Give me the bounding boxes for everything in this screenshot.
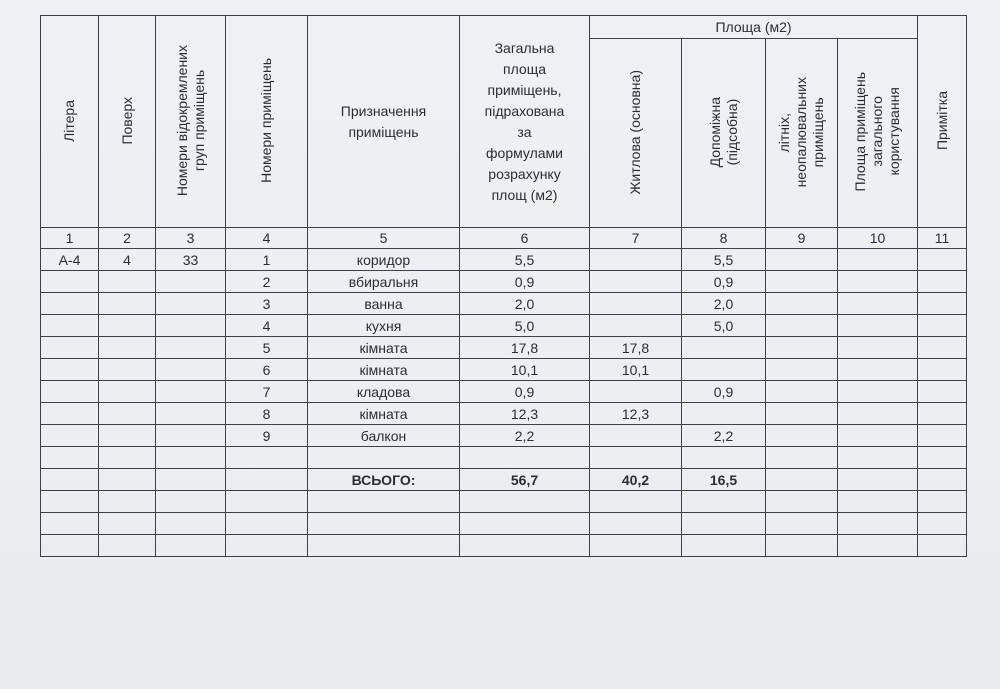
header-purpose: Призначення приміщень (308, 16, 460, 228)
cell-total-area (460, 447, 590, 469)
cell-note (918, 359, 967, 381)
col-num: 6 (460, 228, 590, 249)
cell-group (156, 293, 226, 315)
cell-living-area (590, 249, 682, 271)
header-common: Площа приміщень загального користування (838, 39, 918, 228)
cell-litera (41, 491, 99, 513)
cell-purpose (308, 491, 460, 513)
header-area-group: Площа (м2) (590, 16, 918, 39)
cell-room-number: 1 (226, 249, 308, 271)
table-row (41, 293, 967, 315)
cell-group (156, 513, 226, 535)
cell-poverkh (99, 425, 156, 447)
cell-common-area (838, 381, 918, 403)
cell-common-area (838, 535, 918, 557)
cell-note (918, 425, 967, 447)
cell-total-area: 0,9 (460, 381, 590, 403)
cell-common-area (838, 447, 918, 469)
cell-litera (41, 535, 99, 557)
cell-room-number: 4 (226, 315, 308, 337)
cell-purpose (308, 535, 460, 557)
cell-note (918, 469, 967, 491)
cell-living-area (590, 535, 682, 557)
cell-summer-area (766, 469, 838, 491)
col-num: 2 (99, 228, 156, 249)
cell-poverkh (99, 359, 156, 381)
cell-poverkh (99, 315, 156, 337)
cell-room-number: 6 (226, 359, 308, 381)
col-num: 3 (156, 228, 226, 249)
cell-room-number (226, 491, 308, 513)
cell-purpose: ванна (308, 293, 460, 315)
cell-group: 33 (156, 249, 226, 271)
header-rooms: Номери приміщень (226, 16, 308, 228)
cell-summer-area (766, 315, 838, 337)
cell-common-area (838, 359, 918, 381)
header-note: Примітка (918, 16, 967, 228)
header-poverkh: Поверх (99, 16, 156, 228)
cell-common-area (838, 425, 918, 447)
cell-living-area: 12,3 (590, 403, 682, 425)
header-total-area: Загальна площа приміщень, підрахована за формулами розрахунку площ (м2) (460, 16, 590, 228)
table-row (41, 469, 967, 491)
cell-summer-area (766, 249, 838, 271)
cell-common-area (838, 315, 918, 337)
cell-living-area: 10,1 (590, 359, 682, 381)
cell-note (918, 337, 967, 359)
cell-summer-area (766, 381, 838, 403)
cell-living-area (590, 271, 682, 293)
column-number-row (41, 228, 967, 249)
table-row (41, 403, 967, 425)
cell-auxiliary-area (682, 491, 766, 513)
cell-room-number: 5 (226, 337, 308, 359)
cell-purpose: вбиральня (308, 271, 460, 293)
cell-group (156, 315, 226, 337)
cell-summer-area (766, 293, 838, 315)
cell-room-number (226, 513, 308, 535)
cell-summer-area (766, 447, 838, 469)
cell-auxiliary-area (682, 513, 766, 535)
cell-room-number: 3 (226, 293, 308, 315)
cell-common-area (838, 403, 918, 425)
col-num: 10 (838, 228, 918, 249)
table-row (41, 337, 967, 359)
cell-living-area (590, 425, 682, 447)
col-num: 4 (226, 228, 308, 249)
cell-poverkh (99, 381, 156, 403)
cell-summer-area (766, 535, 838, 557)
cell-auxiliary-area: 2,0 (682, 293, 766, 315)
cell-auxiliary-area: 2,2 (682, 425, 766, 447)
cell-purpose: кімната (308, 359, 460, 381)
cell-summer-area (766, 491, 838, 513)
table-row (41, 491, 967, 513)
cell-note (918, 491, 967, 513)
cell-common-area (838, 271, 918, 293)
cell-group (156, 403, 226, 425)
col-num: 8 (682, 228, 766, 249)
table-row (41, 535, 967, 557)
cell-note (918, 249, 967, 271)
cell-living-area (590, 513, 682, 535)
cell-group (156, 535, 226, 557)
table-row (41, 447, 967, 469)
cell-poverkh (99, 293, 156, 315)
col-num: 1 (41, 228, 99, 249)
cell-purpose: кладова (308, 381, 460, 403)
header-summer: літніх, неопалювальних приміщень (766, 39, 838, 228)
cell-poverkh (99, 491, 156, 513)
cell-living-area (590, 447, 682, 469)
cell-summer-area (766, 359, 838, 381)
cell-group (156, 469, 226, 491)
col-num: 5 (308, 228, 460, 249)
cell-room-number: 2 (226, 271, 308, 293)
cell-purpose (308, 513, 460, 535)
cell-poverkh (99, 403, 156, 425)
cell-note (918, 447, 967, 469)
col-num: 11 (918, 228, 967, 249)
cell-common-area (838, 293, 918, 315)
header-litera: Літера (41, 16, 99, 228)
cell-auxiliary-area: 5,0 (682, 315, 766, 337)
cell-total-area: 10,1 (460, 359, 590, 381)
cell-room-number: 9 (226, 425, 308, 447)
cell-litera: А-4 (41, 249, 99, 271)
cell-living-area (590, 315, 682, 337)
cell-litera (41, 359, 99, 381)
cell-summer-area (766, 403, 838, 425)
cell-living-area (590, 491, 682, 513)
cell-note (918, 403, 967, 425)
cell-group (156, 491, 226, 513)
cell-litera (41, 513, 99, 535)
cell-auxiliary-area (682, 447, 766, 469)
cell-group (156, 271, 226, 293)
cell-poverkh: 4 (99, 249, 156, 271)
table-row (41, 249, 967, 271)
table-row (41, 381, 967, 403)
header-living: Житлова (основна) (590, 39, 682, 228)
cell-litera (41, 315, 99, 337)
cell-auxiliary-area (682, 359, 766, 381)
cell-litera (41, 293, 99, 315)
cell-note (918, 293, 967, 315)
cell-purpose: кухня (308, 315, 460, 337)
cell-total-area: 17,8 (460, 337, 590, 359)
cell-litera (41, 337, 99, 359)
cell-note (918, 381, 967, 403)
cell-auxiliary-area: 16,5 (682, 469, 766, 491)
cell-summer-area (766, 425, 838, 447)
cell-group (156, 447, 226, 469)
cell-poverkh (99, 513, 156, 535)
cell-total-area (460, 535, 590, 557)
table-row (41, 425, 967, 447)
cell-living-area: 17,8 (590, 337, 682, 359)
cell-note (918, 315, 967, 337)
cell-litera (41, 425, 99, 447)
cell-litera (41, 469, 99, 491)
cell-auxiliary-area: 0,9 (682, 381, 766, 403)
cell-room-number: 7 (226, 381, 308, 403)
cell-note (918, 535, 967, 557)
cell-auxiliary-area (682, 403, 766, 425)
cell-purpose: кімната (308, 403, 460, 425)
col-num: 7 (590, 228, 682, 249)
cell-auxiliary-area (682, 337, 766, 359)
table-row (41, 315, 967, 337)
cell-summer-area (766, 271, 838, 293)
cell-living-area (590, 293, 682, 315)
header-groups: Номери відокремлених груп приміщень (156, 16, 226, 228)
cell-litera (41, 403, 99, 425)
cell-poverkh (99, 535, 156, 557)
cell-room-number (226, 469, 308, 491)
cell-living-area (590, 381, 682, 403)
cell-room-number (226, 447, 308, 469)
cell-summer-area (766, 337, 838, 359)
cell-total-area: 2,2 (460, 425, 590, 447)
cell-purpose: ВСЬОГО: (308, 469, 460, 491)
cell-purpose: коридор (308, 249, 460, 271)
cell-summer-area (766, 513, 838, 535)
cell-total-area: 56,7 (460, 469, 590, 491)
cell-common-area (838, 469, 918, 491)
cell-poverkh (99, 447, 156, 469)
cell-group (156, 381, 226, 403)
cell-total-area: 2,0 (460, 293, 590, 315)
table-row (41, 513, 967, 535)
cell-total-area (460, 513, 590, 535)
col-num: 9 (766, 228, 838, 249)
cell-group (156, 425, 226, 447)
header-auxiliary: Допоміжна (підсобна) (682, 39, 766, 228)
cell-litera (41, 447, 99, 469)
cell-common-area (838, 337, 918, 359)
cell-litera (41, 381, 99, 403)
table-row (41, 271, 967, 293)
cell-auxiliary-area: 5,5 (682, 249, 766, 271)
cell-common-area (838, 491, 918, 513)
cell-total-area: 12,3 (460, 403, 590, 425)
cell-note (918, 513, 967, 535)
cell-group (156, 359, 226, 381)
cell-auxiliary-area (682, 535, 766, 557)
cell-litera (41, 271, 99, 293)
cell-poverkh (99, 469, 156, 491)
cell-common-area (838, 513, 918, 535)
cell-purpose: кімната (308, 337, 460, 359)
cell-note (918, 271, 967, 293)
cell-common-area (838, 249, 918, 271)
cell-poverkh (99, 271, 156, 293)
cell-living-area: 40,2 (590, 469, 682, 491)
cell-group (156, 337, 226, 359)
cell-total-area (460, 491, 590, 513)
cell-total-area: 0,9 (460, 271, 590, 293)
cell-total-area: 5,5 (460, 249, 590, 271)
cell-room-number: 8 (226, 403, 308, 425)
cell-room-number (226, 535, 308, 557)
cell-purpose (308, 447, 460, 469)
cell-poverkh (99, 337, 156, 359)
cell-purpose: балкон (308, 425, 460, 447)
cell-total-area: 5,0 (460, 315, 590, 337)
cell-auxiliary-area: 0,9 (682, 271, 766, 293)
table-row (41, 359, 967, 381)
room-area-table (40, 15, 967, 557)
